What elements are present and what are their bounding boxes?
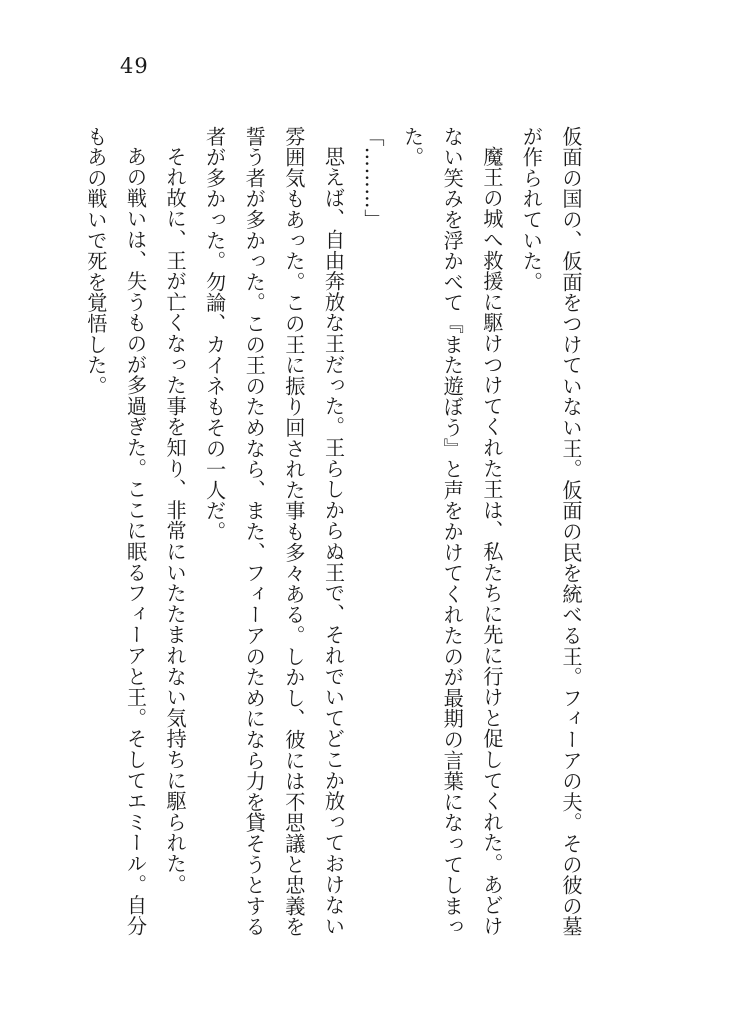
paragraph-1: 仮面の国の、仮面をつけていない王。仮面の民を統べる王。フィーアの夫。その彼の墓が作られていた。 [519,126,583,938]
paragraph-6: あの戦いは、失うものが多過ぎた。ここに眠るフィーアと王。そしてエミール。自分もあの戦いで死を覚悟した。 [83,126,148,937]
paragraph-3-dialogue: 「………」 [361,126,386,230]
body-text [83,126,590,956]
paragraph-4: 思えば、自由奔放な王だった。王らしからぬ王で、それでいてどこか放っておけない雰囲気もあった。この王に振り回された事も多々ある。しかし、彼には不思議と忠義を誓う者が多かった。この王のためなら、また、フィーアのためになら力を貸そうとする者が多かった。勿論、カイネもその一人だ。 [202,126,346,938]
paragraph-2: 魔王の城へ救援に駆けつけてくれた王は、私たちに先に行けと促してくれた。あどけない笑みを浮かべて『また遊ぼう』と声をかけてくれたのが最期の言葉になってしまった。 [400,126,504,938]
paragraph-5: それ故に、王が亡くなった事を知り、非常にいたたまれない気持ちに駆られた。 [163,146,188,895]
page-number: 49 [120,54,149,78]
